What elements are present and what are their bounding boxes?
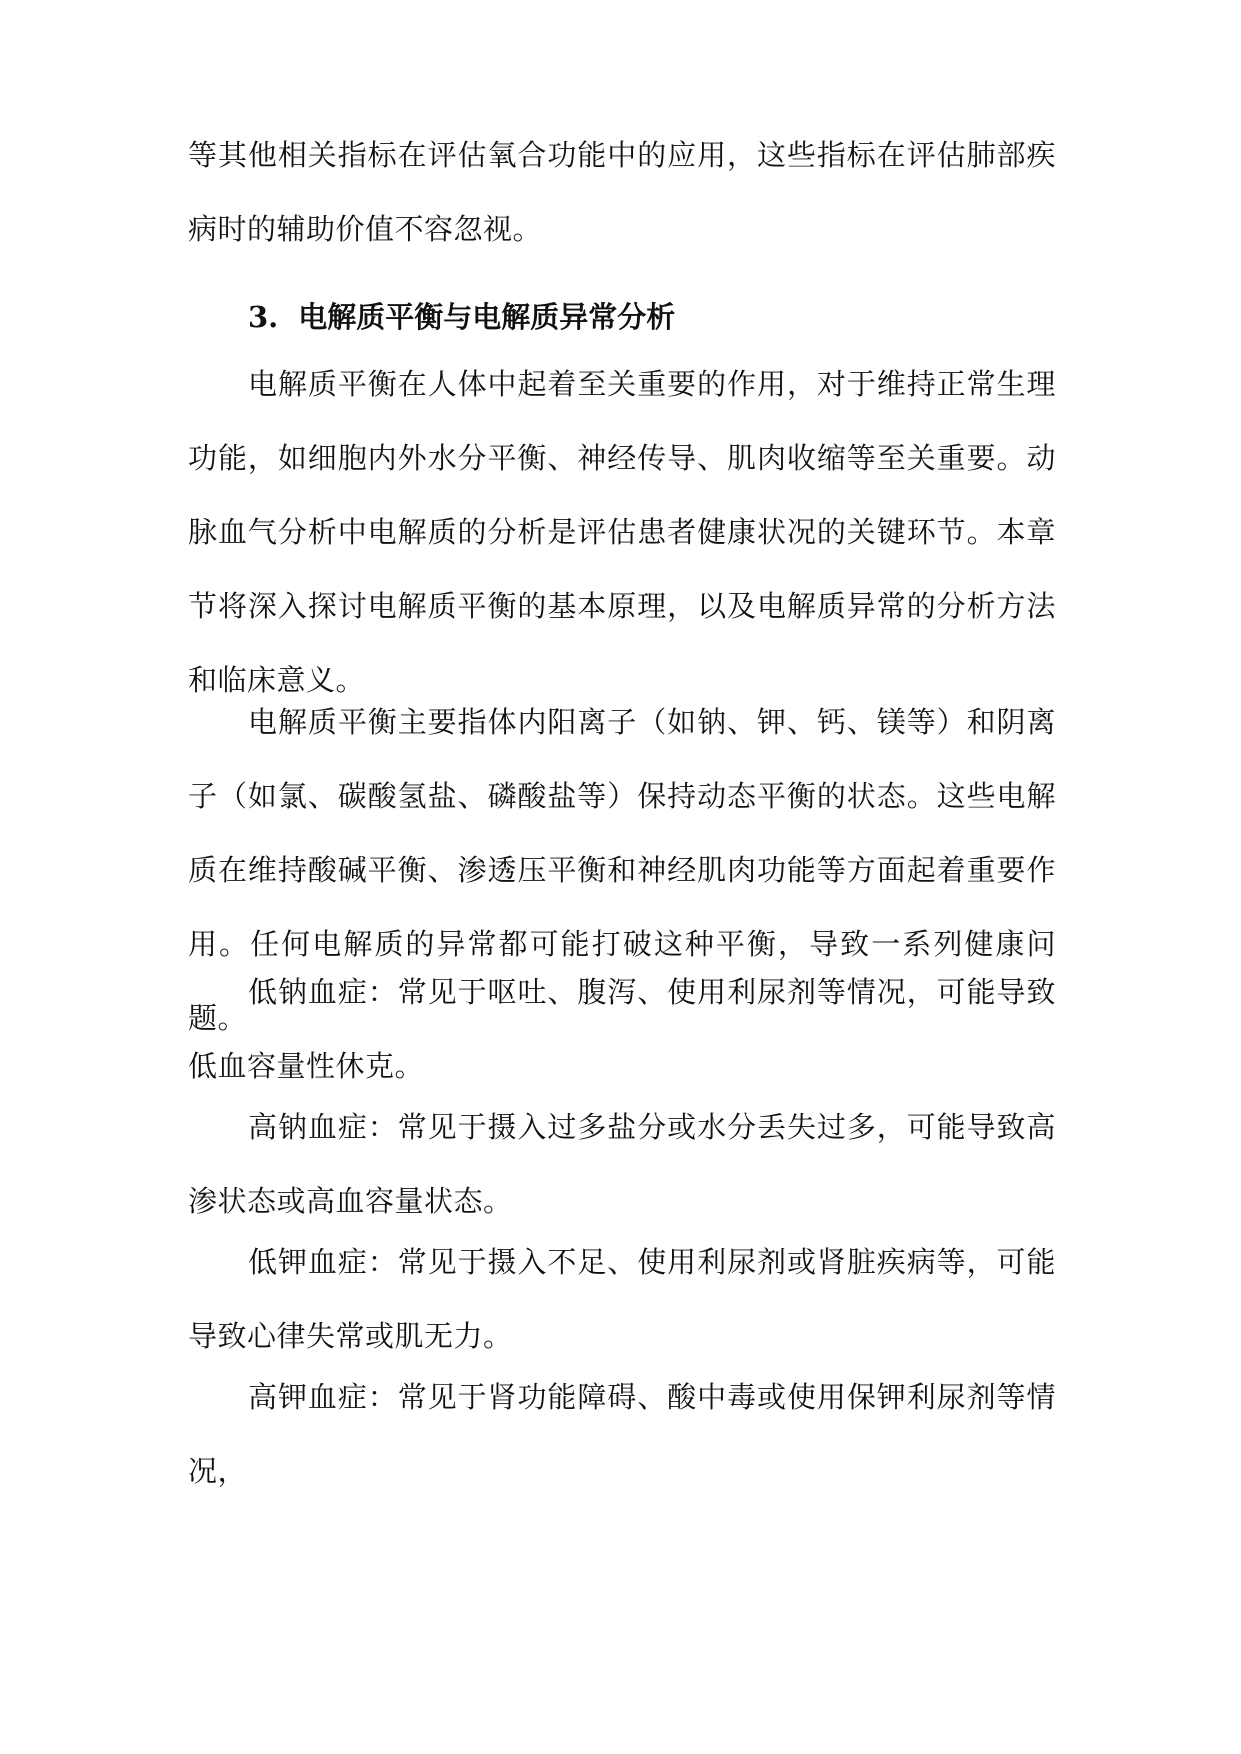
paragraph-balance: 电解质平衡主要指体内阳离子（如钠、钾、钙、镁等）和阴离子（如氯、碳酸氢盐、磷酸盐等）保持动态平衡的状态。这些电解质在维持酸碱平衡、渗透压平衡和神经肌肉功能等方面起着重要作用。任何电解质的异常都可能打破这种平衡，导致一系列健康问题。 [188, 705, 1056, 1035]
paragraph-hypokalemia: 低钾血症：常见于摄入不足、使用利尿剂或肾脏疾病等，可能导致心律失常或肌无力。 [188, 1245, 1056, 1353]
section-title: 电解质平衡与电解质异常分析 [298, 300, 676, 334]
paragraph-hyperkalemia: 高钾血症：常见于肾功能障碍、酸中毒或使用保钾利尿剂等情况， [188, 1380, 1056, 1488]
section-number: 3. [248, 300, 279, 334]
section-heading [248, 280, 1056, 354]
paragraph-hypernatremia: 高钠血症：常见于摄入过多盐分或水分丢失过多，可能导致高渗状态或高血容量状态。 [188, 1110, 1056, 1218]
paragraph-hyponatremia: 低钠血症：常见于呕吐、腹泻、使用利尿剂等情况，可能导致低血容量性休克。 [188, 975, 1056, 1083]
paragraph-continuation: 等其他相关指标在评估氧合功能中的应用，这些指标在评估肺部疾病时的辅助价值不容忽视。 [188, 138, 1056, 246]
paragraph-intro: 电解质平衡在人体中起着至关重要的作用，对于维持正常生理功能，如细胞内外水分平衡、神经传导、肌肉收缩等至关重要。动脉血气分析中电解质的分析是评估患者健康状况的关键环节。本章节将深入探讨电解质平衡的基本原理，以及电解质异常的分析方法和临床意义。 [188, 367, 1056, 697]
